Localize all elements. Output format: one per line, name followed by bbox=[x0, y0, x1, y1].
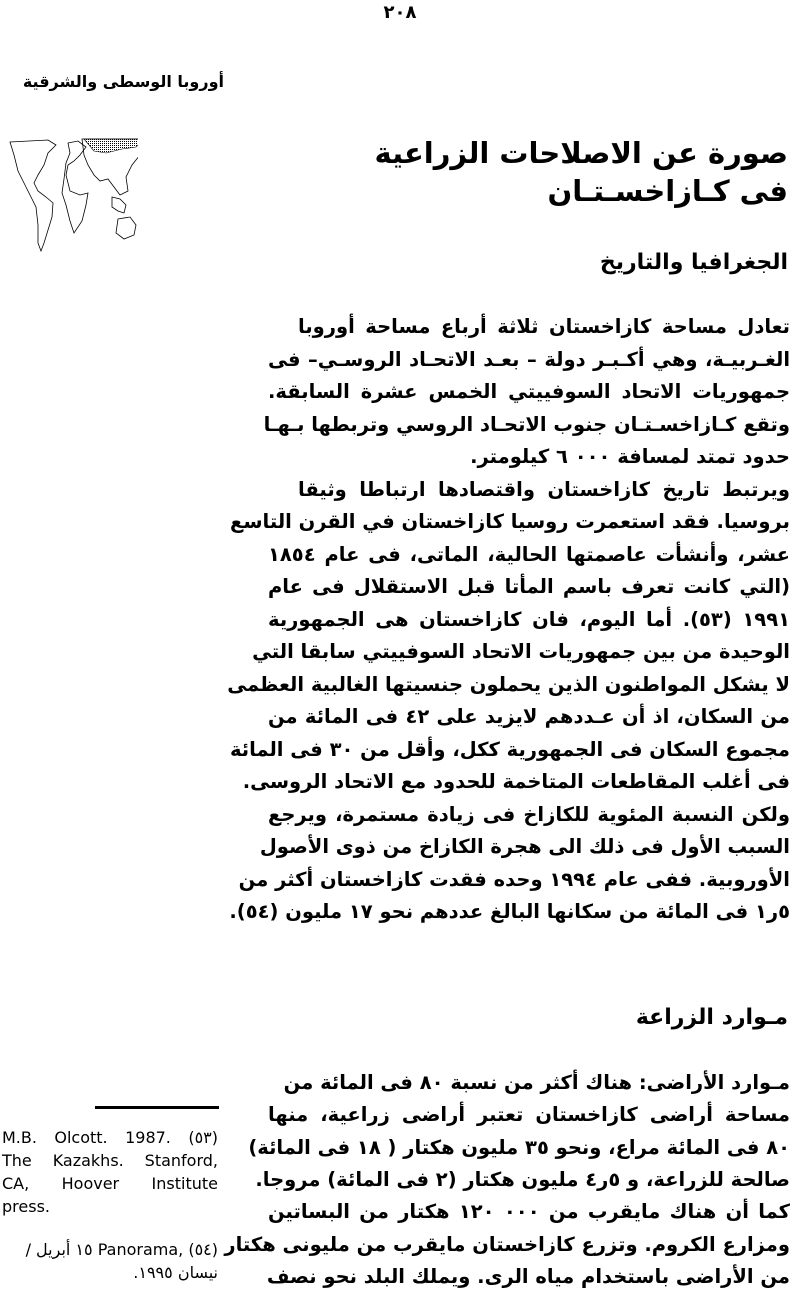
body-text-line: عشر، وأنشأت عاصمتها الحالية، الماتى، فى عام ١٨٥٤ bbox=[268, 542, 790, 566]
body-text-line: ويرتبط تاريخ كازاخستان واقتصادها ارتباطا وثيقا bbox=[298, 477, 790, 501]
footnote-53-line: M.B. Olcott. 1987. (٥٣) bbox=[2, 1128, 218, 1147]
article-title-line-2: فى كـازاخسـتـان bbox=[547, 174, 788, 208]
section-heading-agricultural-resources: مـوارد الزراعة bbox=[635, 1005, 788, 1030]
body-text-line: ٨٠ فى المائة مراع، ونحو ٣٥ مليون هكتار ( ١٨ فى المائة) bbox=[248, 1135, 790, 1159]
body-text-line: من السكان، اذ أن عـددهم لايزيد على ٤٢ فى المائة من bbox=[268, 705, 790, 728]
body-text-line: جمهوريات الاتحاد السوفييتي الخمس عشرة السابقة. bbox=[268, 380, 790, 403]
body-text-line: لا يشكل المواطنون الذين يحملون جنسيتها الغالبية العظمى bbox=[227, 672, 790, 696]
body-text-line: وتقع كـازاخسـتـان جنوب الاتحـاد الروسي وتربطها بـهـا bbox=[263, 412, 790, 436]
footnote-53-line: The Kazakhs. Stanford, bbox=[2, 1151, 218, 1170]
body-text-line: السبب الأول فى ذلك الى هجرة الكازاخ من ذوى الأصول bbox=[259, 835, 790, 858]
running-head: أوروبا الوسطى والشرقية bbox=[22, 72, 224, 91]
body-text-line: بروسيا. فقد استعمرت روسيا كازاخستان في القرن التاسع bbox=[230, 510, 790, 533]
body-text-line: (التي كانت تعرف باسم المأتا قبل الاستقلال فى عام bbox=[268, 575, 790, 598]
body-text-line: ٥ر١ فى المائة من سكانها البالغ عددهم نحو ١٧ مليون (٥٤). bbox=[229, 900, 790, 923]
footnote-53-line: press. bbox=[2, 1197, 50, 1216]
article-title-line-1: صورة عن الاصلاحات الزراعية bbox=[374, 136, 788, 170]
body-text-line: الأوروبية. ففى عام ١٩٩٤ وحده فقدت كازاخستان أكثر من bbox=[238, 867, 790, 891]
body-text-line: صالحة للزراعة، و ٥ر٤ مليون هكتار (٢ فى المائة) مروجا. bbox=[255, 1167, 790, 1191]
body-text-line: ولكن النسبة المئوية للكازاخ فى زيادة مستمرة، ويرجع bbox=[268, 802, 790, 826]
body-text-line: الغـربيـة، وهي أكـبـر دولة – بعـد الاتحـاد الروسـي– فى bbox=[268, 347, 790, 371]
body-text-line: ١٩٩١ (٥٣). أما اليوم، فان كازاخستان هى الجمهورية bbox=[268, 607, 790, 631]
footnote-54-line: نيسان ١٩٩٥. bbox=[133, 1263, 218, 1282]
body-text-line: الوحيدة من بين جمهوريات الاتحاد السوفييتي سابقا التي bbox=[252, 640, 790, 663]
body-text-line: فى أغلب المقاطعات المتاخمة للحدود مع الاتحاد الروسى. bbox=[242, 770, 790, 793]
page-number: ٢٠٨ bbox=[383, 2, 417, 23]
world-map-icon bbox=[8, 135, 138, 255]
footnote-54-line: (٥٤) ,Panorama ١٥ أبريل / bbox=[25, 1240, 218, 1259]
body-text-line: مجموع السكان فى الجمهورية ككل، وأقل من ٣٠ فى المائة bbox=[229, 737, 790, 761]
body-text-line: مساحة أراضى كازاخستان تعتبر أراضى زراعية، منها bbox=[268, 1103, 790, 1127]
section-heading-geography-history: الجغرافيا والتاريخ bbox=[599, 250, 788, 275]
footnote-53-line: CA, Hoover Institute bbox=[2, 1174, 218, 1193]
footnote-divider bbox=[95, 1106, 219, 1109]
body-text-line: تعادل مساحة كازاخستان ثلاثة أرباع مساحة أوروبا bbox=[298, 315, 790, 338]
body-text-line: ومزارع الكروم. وتزرع كازاخستان مايقرب من مليونى هكتار bbox=[224, 1232, 790, 1256]
body-text-line: من الأراضى باستخدام مياه الرى. ويملك البلد نحو نصف bbox=[266, 1264, 790, 1288]
body-text-line: مـوارد الأراضى: هناك أكثر من نسبة ٨٠ فى المائة من bbox=[283, 1071, 790, 1094]
body-text-line: حدود تمتد لمسافة ٠٠٠ ٦ كيلومتر. bbox=[470, 445, 790, 468]
body-text-line: كما أن هناك مايقرب من ٠٠٠ ١٢٠ هكتار من البساتين bbox=[268, 1200, 790, 1224]
